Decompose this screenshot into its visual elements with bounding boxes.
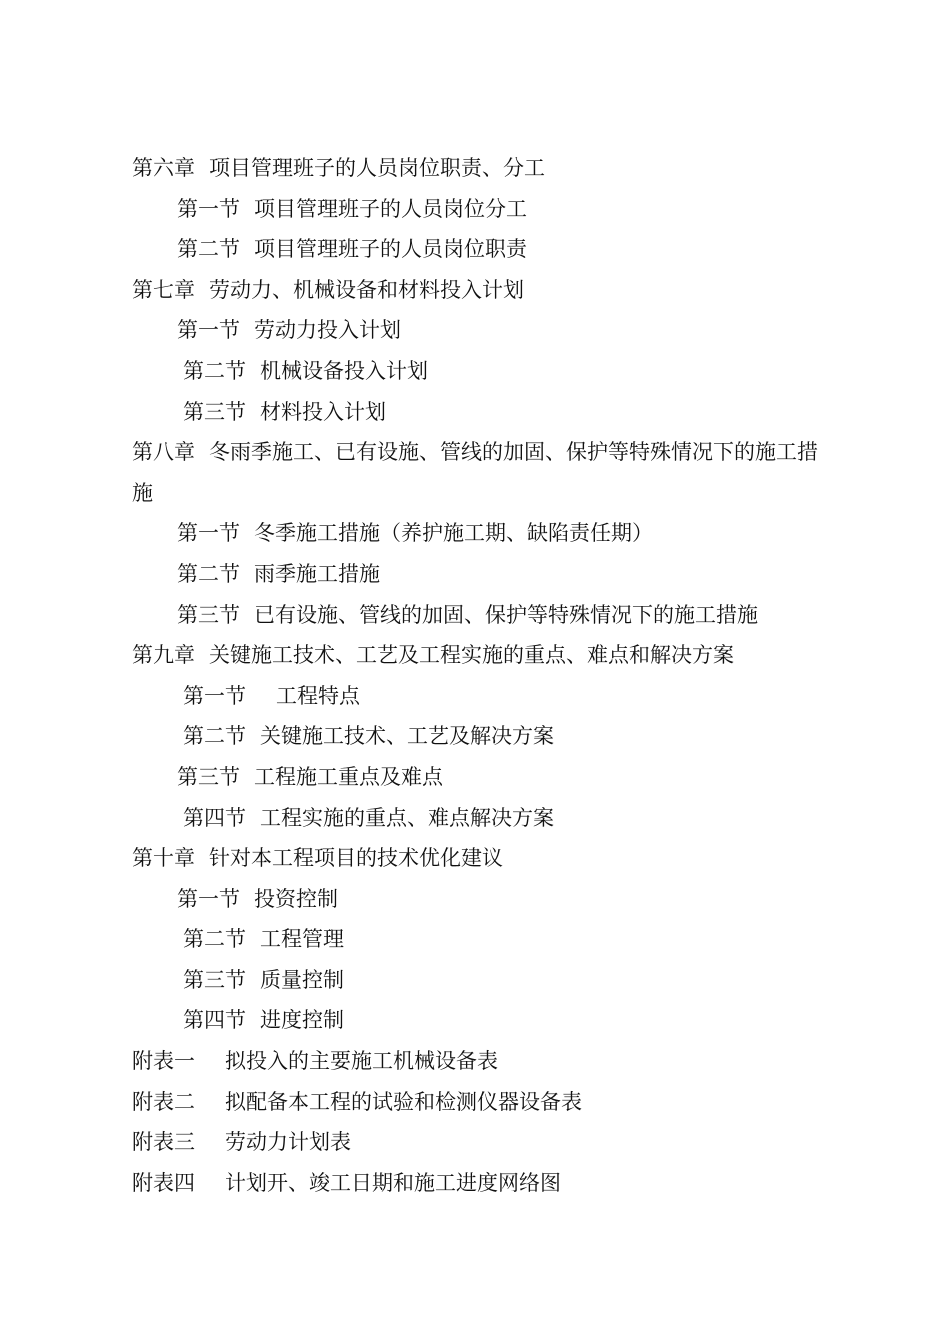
appendix-label: 附表一 [132,1049,195,1074]
toc-chapter-9 [0,635,950,676]
toc-section-9-2 [0,716,950,757]
chapter-title: 冬雨季施工、已有设施、管线的加固、保护等特殊情况下的施工措施 [132,440,818,505]
chapter-label: 第八章 [132,440,195,465]
toc-section-6-2 [0,229,950,270]
toc-section-8-2 [0,554,950,595]
chapter-title: 关键施工技术、工艺及工程实施的重点、难点和解决方案 [209,643,734,668]
toc-chapter-6 [0,148,950,189]
section-title: 工程管理 [260,927,344,952]
section-title: 工程实施的重点、难点解决方案 [260,805,554,830]
chapter-title: 项目管理班子的人员岗位职责、分工 [209,156,545,180]
section-label: 第一节 [177,521,240,546]
section-title: 工程特点 [276,683,360,708]
section-title: 投资控制 [254,886,338,911]
toc-chapter-7 [0,270,950,311]
appendix-label: 附表三 [132,1130,195,1155]
appendix-title: 劳动力计划表 [225,1130,351,1155]
toc-section-10-2 [0,919,950,960]
toc-appendix-2 [0,1082,950,1123]
section-label: 第一节 [177,318,240,343]
chapter-label: 第九章 [132,643,195,668]
section-title: 项目管理班子的人员岗位分工 [254,196,527,221]
toc-section-8-3 [0,595,950,636]
section-label: 第二节 [183,927,246,952]
toc-section-9-4 [0,798,950,839]
section-title: 进度控制 [260,1008,344,1033]
toc-chapter-8 [0,432,832,513]
toc-chapter-10 [0,838,950,879]
toc-section-7-1 [0,310,950,351]
section-title: 已有设施、管线的加固、保护等特殊情况下的施工措施 [254,602,758,627]
section-title: 材料投入计划 [260,399,386,424]
section-title: 工程施工重点及难点 [254,764,443,789]
section-label: 第二节 [177,561,240,586]
section-label: 第三节 [183,967,246,992]
toc-appendix-4 [0,1163,950,1204]
section-label: 第二节 [183,724,246,749]
section-title: 冬季施工措施（养护施工期、缺陷责任期） [254,521,653,546]
toc-section-9-3 [0,757,950,798]
section-label: 第一节 [177,886,240,911]
appendix-title: 拟投入的主要施工机械设备表 [225,1049,498,1074]
toc-section-10-1 [0,879,950,920]
section-label: 第三节 [177,602,240,627]
chapter-label: 第六章 [132,156,195,180]
section-title: 关键施工技术、工艺及解决方案 [260,724,554,749]
toc-section-10-3 [0,960,950,1001]
toc-section-6-1 [0,189,950,230]
chapter-title: 劳动力、机械设备和材料投入计划 [209,277,524,302]
section-title: 项目管理班子的人员岗位职责 [254,237,527,262]
toc-appendix-1 [0,1041,950,1082]
section-title: 雨季施工措施 [254,561,380,586]
appendix-label: 附表四 [132,1170,195,1195]
section-label: 第三节 [177,764,240,789]
appendix-title: 计划开、竣工日期和施工进度网络图 [225,1170,561,1195]
toc-section-9-1 [0,676,950,717]
toc-section-10-4 [0,1000,950,1041]
section-label: 第四节 [183,1008,246,1033]
section-title: 劳动力投入计划 [254,318,401,343]
toc-section-7-3 [0,392,950,433]
section-label: 第一节 [177,196,240,221]
section-label: 第一节 [183,683,246,708]
section-title: 机械设备投入计划 [260,358,428,383]
appendix-label: 附表二 [132,1089,195,1114]
toc-appendix-3 [0,1122,950,1163]
toc-section-7-2 [0,351,950,392]
section-label: 第二节 [177,237,240,262]
chapter-title: 针对本工程项目的技术优化建议 [209,846,503,871]
section-label: 第四节 [183,805,246,830]
chapter-label: 第十章 [132,846,195,871]
section-label: 第三节 [183,399,246,424]
section-title: 质量控制 [260,967,344,992]
toc-section-8-1 [0,513,950,554]
section-label: 第二节 [183,358,246,383]
chapter-label: 第七章 [132,277,195,302]
appendix-title: 拟配备本工程的试验和检测仪器设备表 [225,1089,582,1114]
table-of-contents [0,148,950,1203]
